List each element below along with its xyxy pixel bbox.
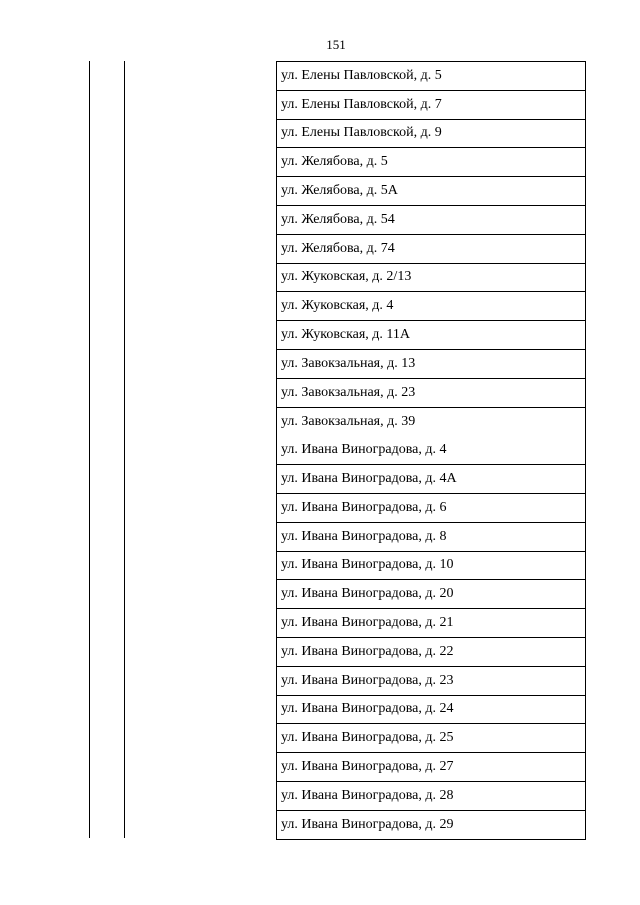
table-row (277, 148, 585, 177)
table-border-left (89, 61, 90, 838)
address-cell: ул. Ивана Виноградова, д. 25 (281, 730, 454, 746)
address-cell: ул. Ивана Виноградова, д. 28 (281, 787, 454, 803)
table-row (277, 379, 585, 408)
address-cell: ул. Жуковская, д. 11А (281, 327, 411, 343)
table-row (277, 350, 585, 379)
table-row (277, 292, 585, 321)
address-cell: ул. Завокзальная, д. 13 (281, 355, 416, 371)
address-cell: ул. Завокзальная, д. 39 (281, 413, 416, 429)
table-row (277, 753, 585, 782)
address-cell: ул. Ивана Виноградова, д. 21 (281, 615, 454, 631)
address-cell: ул. Ивана Виноградова, д. 24 (281, 701, 454, 717)
table-row (277, 206, 585, 235)
table-row (277, 436, 585, 465)
table-row (277, 696, 585, 725)
address-cell: ул. Желябова, д. 54 (281, 211, 395, 227)
address-cell: ул. Ивана Виноградова, д. 29 (281, 816, 454, 832)
address-cell: ул. Ивана Виноградова, д. 8 (281, 528, 447, 544)
table-row (277, 580, 585, 609)
page-number: 151 (326, 37, 346, 52)
address-cell: ул. Жуковская, д. 4 (281, 298, 394, 314)
address-cell: ул. Желябова, д. 5А (281, 183, 398, 199)
table-row (277, 811, 585, 840)
address-cell: ул. Ивана Виноградова, д. 4А (281, 471, 457, 487)
table-row (277, 667, 585, 696)
table-row (277, 408, 585, 437)
table-row (277, 609, 585, 638)
table-row (277, 91, 585, 120)
address-cell: ул. Ивана Виноградова, д. 6 (281, 499, 447, 515)
address-cell: ул. Елены Павловской, д. 5 (281, 67, 442, 83)
table-row (277, 724, 585, 753)
table-row (277, 494, 585, 523)
address-cell: ул. Завокзальная, д. 23 (281, 384, 416, 400)
address-cell: ул. Желябова, д. 74 (281, 240, 395, 256)
address-cell: ул. Желябова, д. 5 (281, 154, 388, 170)
address-cell: ул. Ивана Виноградова, д. 4 (281, 442, 447, 458)
table-row (277, 465, 585, 494)
address-cell: ул. Ивана Виноградова, д. 10 (281, 557, 454, 573)
address-cell: ул. Ивана Виноградова, д. 23 (281, 672, 454, 688)
table-row (277, 782, 585, 811)
table-row (277, 638, 585, 667)
table-row (277, 120, 585, 149)
address-cell: ул. Елены Павловской, д. 9 (281, 125, 442, 141)
table-row (277, 321, 585, 350)
table-row (277, 523, 585, 552)
table-row (277, 264, 585, 293)
address-cell: ул. Ивана Виноградова, д. 20 (281, 586, 454, 602)
address-cell: ул. Ивана Виноградова, д. 22 (281, 643, 454, 659)
table-column-divider (124, 61, 125, 838)
table-row (277, 235, 585, 264)
address-cell: ул. Ивана Виноградова, д. 27 (281, 759, 454, 775)
table-row (277, 177, 585, 206)
address-cell: ул. Елены Павловской, д. 7 (281, 96, 442, 112)
table-row (277, 62, 585, 91)
table-row (277, 552, 585, 581)
address-cell: ул. Жуковская, д. 2/13 (281, 269, 412, 285)
address-table (276, 61, 586, 840)
